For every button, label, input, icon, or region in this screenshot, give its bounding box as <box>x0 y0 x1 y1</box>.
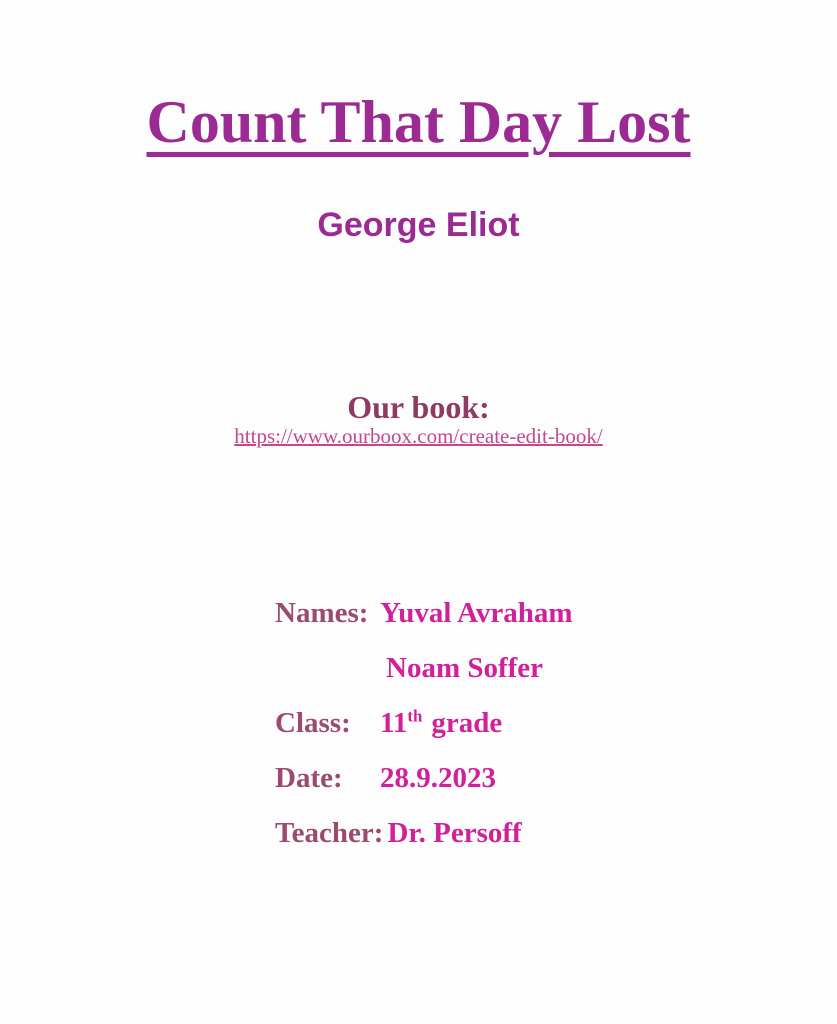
teacher-row <box>275 817 573 849</box>
class-row <box>275 707 573 739</box>
class-value <box>380 707 502 740</box>
date-label: Date: <box>275 762 343 794</box>
book-link-area <box>0 424 837 449</box>
names-label: Names: <box>275 597 369 629</box>
date-value: 28.9.2023 <box>380 762 496 794</box>
page-title: Count That Day Lost <box>146 89 691 155</box>
book-link[interactable]: https://www.ourboox.com/create-edit-book/ <box>234 424 603 448</box>
author-area <box>0 208 837 242</box>
teacher-label: Teacher: <box>275 817 384 849</box>
book-heading-area <box>0 391 837 423</box>
teacher-value: Dr. Persoff <box>387 817 522 849</box>
names-row <box>275 597 573 629</box>
class-value-rest: grade <box>431 707 503 739</box>
info-block <box>275 597 573 872</box>
class-value-ordinal: th <box>407 706 423 726</box>
author-name: George Eliot <box>317 206 520 244</box>
class-label: Class: <box>275 707 351 739</box>
student-name-1: Yuval Avraham <box>380 597 573 629</box>
class-value-number: 11 <box>380 707 408 739</box>
title-area <box>0 89 837 155</box>
names-row-2 <box>275 652 573 684</box>
date-row <box>275 762 573 794</box>
student-name-2: Noam Soffer <box>386 652 544 684</box>
book-heading: Our book: <box>347 389 490 425</box>
